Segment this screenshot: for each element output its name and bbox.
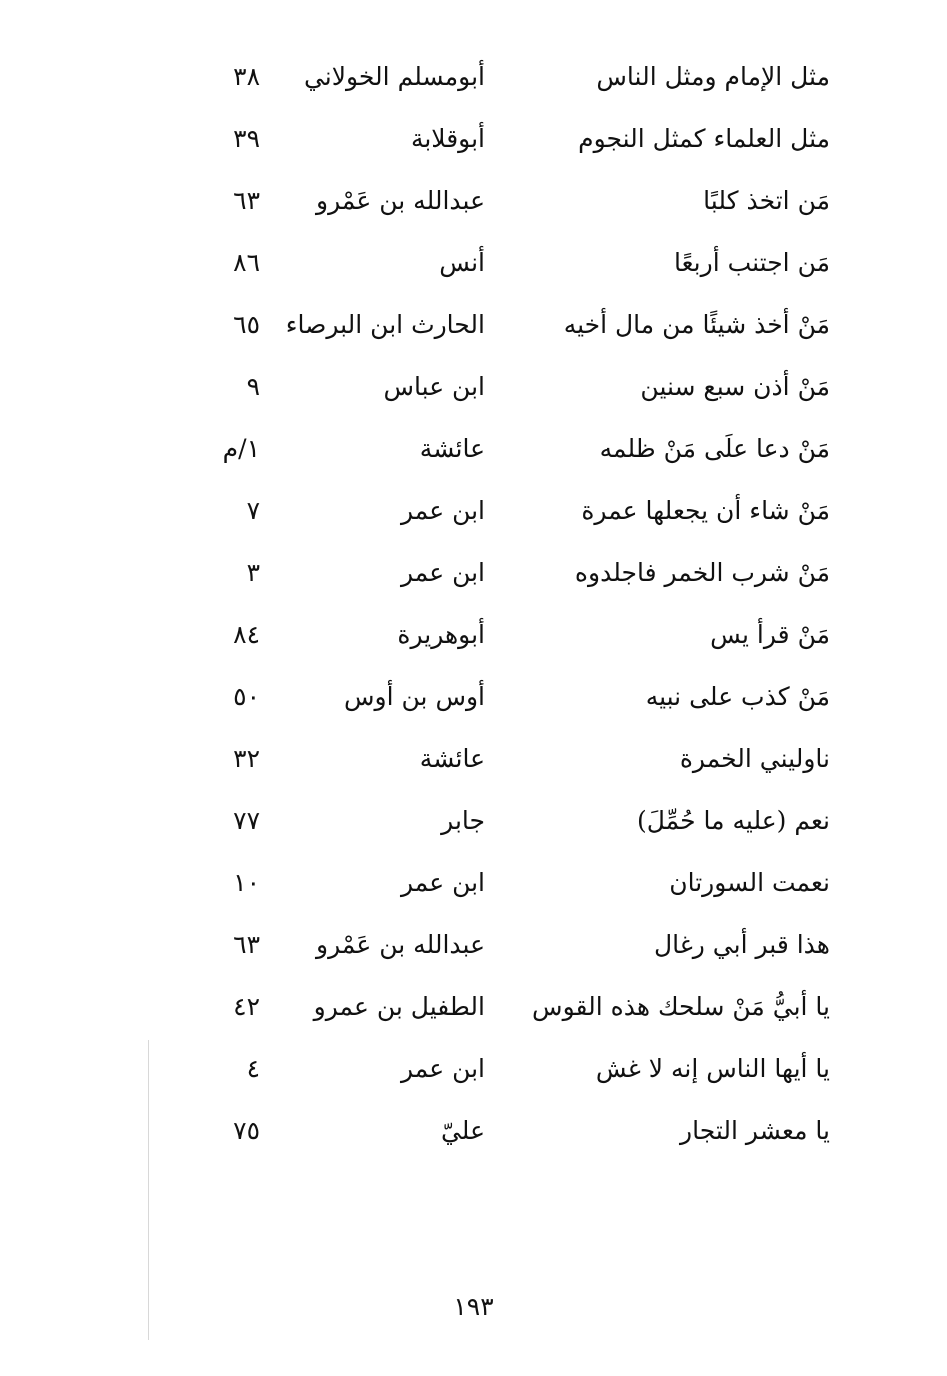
page-reference: ٧٥ [233,1116,260,1145]
hadith-text: مثل العلماء كمثل النجوم [578,124,830,153]
hadith-text: مَن اجتنب أربعًا [673,248,830,277]
page-reference: ١٠ [233,868,260,897]
page-reference: ٣٨ [233,62,260,91]
page-reference: ٧ [246,496,260,525]
hadith-text: مَنْ قرأ يس [710,620,830,649]
page-reference: ٥٠ [233,682,260,711]
table-row [190,734,840,796]
narrator-name: ابن عمر [400,496,485,525]
table-row [190,300,840,362]
page-reference: ٦٣ [233,930,260,959]
page-reference: ٧٧ [233,806,260,835]
table-row [190,238,840,300]
page-reference: ٨٦ [233,248,260,277]
page-reference: ٤ [246,1054,260,1083]
hadith-text: هذا قبر أبي رغال [653,930,830,959]
narrator-name: عائشة [419,434,485,463]
page-reference: ١/م [222,434,260,463]
page-reference: ٣٩ [233,124,260,153]
hadith-text: مَنْ كذب على نبيه [645,682,830,711]
narrator-name: ابن عمر [400,558,485,587]
narrator-name: الحارث ابن البرصاء [285,310,485,339]
hadith-text: يا أبيُّ مَنْ سلحك هذه القوس [532,992,830,1021]
table-row [190,548,840,610]
narrator-name: الطفيل بن عمرو [313,992,485,1021]
table-row [190,362,840,424]
hadith-text: مثل الإمام ومثل الناس [596,62,830,91]
table-row [190,610,840,672]
hadith-text: مَن اتخذ كلبًا [703,186,830,215]
narrator-name: عليّ [440,1116,485,1145]
hadith-text: مَنْ دعا علَى مَنْ ظلمه [599,434,830,463]
hadith-text: نعم (عليه ما حُمِّلَ) [637,806,830,835]
narrator-name: ابن عباس [383,372,485,401]
table-row [190,1044,840,1106]
page-number: ١٩٣ [453,1292,494,1321]
hadith-text: يا أيها الناس إنه لا غش [595,1054,830,1083]
hadith-text: مَنْ أخذ شيئًا من مال أخيه [563,310,830,339]
table-row [190,176,840,238]
page-reference: ٣٢ [233,744,260,773]
hadith-text: يا معشر التجار [680,1116,830,1145]
narrator-name: أنس [439,248,485,277]
table-row [190,1106,840,1168]
narrator-name: جابر [441,806,485,835]
page-reference: ٤٢ [233,992,260,1021]
hadith-text: مَنْ أذن سبع سنين [640,372,830,401]
narrator-name: عبدالله بن عَمْرو [316,930,485,959]
table-row [190,858,840,920]
page-reference: ٨٤ [233,620,260,649]
narrator-name: عائشة [419,744,485,773]
narrator-name: أبوقلابة [410,124,485,153]
page-reference: ٩ [246,372,260,401]
page-reference: ٣ [246,558,260,587]
page-reference: ٦٣ [233,186,260,215]
table-row [190,424,840,486]
table-row [190,672,840,734]
narrator-name: ابن عمر [400,868,485,897]
narrator-name: أوس بن أوس [344,682,485,711]
table-row [190,114,840,176]
hadith-text: ناوليني الخمرة [679,744,830,773]
narrator-name: أبومسلم الخولاني [303,62,485,91]
narrator-name: عبدالله بن عَمْرو [316,186,485,215]
table-row [190,52,840,114]
table-row [190,486,840,548]
narrator-name: أبوهريرة [397,620,485,649]
table-row [190,982,840,1044]
hadith-text: مَنْ شرب الخمر فاجلدوه [574,558,830,587]
table-row [190,796,840,858]
table-row [190,920,840,982]
narrator-name: ابن عمر [400,1054,485,1083]
hadith-index-table [190,52,840,1168]
hadith-text: مَنْ شاء أن يجعلها عمرة [581,496,830,525]
page-reference: ٦٥ [233,310,260,339]
hadith-text: نعمت السورتان [669,868,830,897]
